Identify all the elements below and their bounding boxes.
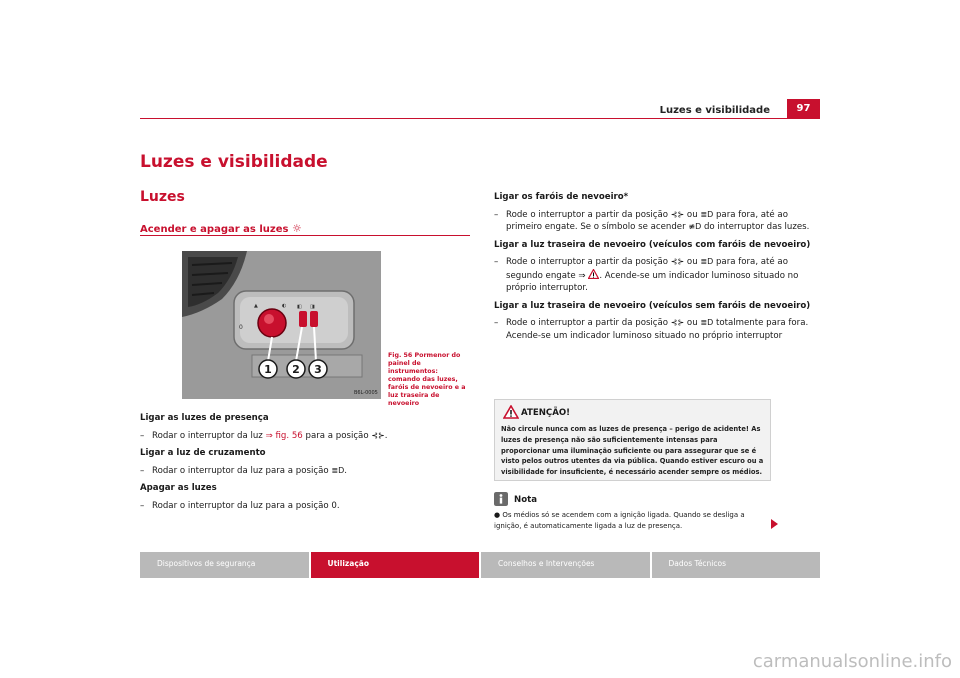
running-header-title: Luzes e visibilidade	[659, 105, 770, 116]
callout-marker-1	[259, 360, 277, 378]
warning-body: Não circule nunca com as luzes de presença – perigo de acidente! As luzes de presença não são suficientemente intensas para proporcionar uma iluminação suficiente ou para assegurar que se é visto pelos outros utentes da via pública. Quando estiver escuro ou a visibilidade for insuficiente, é necessário acender sempre os médios.	[501, 425, 764, 477]
step-parking-lights: – Rodar o interruptor da luz ⇒ fig. 56 para a posição ⊰⊱.	[140, 430, 388, 441]
bullet-icon: ●	[494, 511, 501, 519]
footer-tab-utilizacao[interactable]: Utilização	[311, 552, 480, 578]
parking-light-icon: ⊰⊱	[670, 318, 685, 327]
header-rule	[140, 118, 820, 119]
subsection-rule	[140, 235, 470, 236]
left-column	[140, 412, 470, 517]
footer-nav	[140, 552, 820, 578]
figure-reference-link[interactable]: ⇒ fig. 56	[265, 430, 303, 441]
rear-fog-light-switch	[310, 311, 318, 327]
fog-light-switch	[299, 311, 307, 327]
footer-tab-seguranca[interactable]: Dispositivos de segurança	[140, 552, 309, 578]
callout-marker-3	[309, 360, 327, 378]
dipped-beam-icon: ≣D	[700, 209, 714, 219]
callout-label-3: 3	[314, 363, 322, 376]
step-title-rear-fog-without: Ligar a luz traseira de nevoeiro (veículos sem faróis de nevoeiro)	[494, 300, 811, 311]
svg-text:◐: ◐	[282, 303, 287, 309]
continue-arrow-icon	[771, 519, 778, 529]
step-title-lights-off: Apagar as luzes	[140, 483, 217, 493]
step-rear-fog-without: – Rode o interruptor a partir da posição ⊰⊱ ou ≣D totalmente para fora. Acende-se um indicador luminoso situado no próprio interruptor	[494, 318, 809, 341]
warning-box	[494, 399, 771, 481]
footer-tab-conselhos[interactable]: Conselhos e Intervenções	[481, 552, 650, 578]
dipped-beam-icon: ≣D	[700, 257, 714, 266]
warning-title: ATENÇÃO!	[521, 408, 571, 418]
footer-tab-dados-tecnicos[interactable]: Dados Técnicos	[652, 552, 821, 578]
step-title-fog-lights: Ligar os faróis de nevoeiro*	[494, 192, 629, 202]
step-lights-off: – Rodar o interruptor da luz para a posição 0.	[140, 500, 340, 511]
svg-text:◧: ◧	[297, 304, 302, 310]
step-fog-lights: – Rode o interruptor a partir da posição ⊰⊱ ou ≣D para fora, até ao primeiro engate. Se o símbolo se acender ≢D do interruptor das luzes.	[494, 209, 810, 232]
step-rear-fog-with: – Rode o interruptor a partir da posição ⊰⊱ ou ≣D para fora, até ao segundo engate ⇒ . Acende-se um indicador luminoso situado no próprio interruptor.	[494, 257, 799, 293]
subsection-title	[140, 222, 302, 235]
watermark: carmanualsonline.info	[752, 651, 952, 672]
parking-light-icon: ⊰⊱	[670, 209, 685, 219]
chapter-title: Luzes e visibilidade	[140, 152, 328, 172]
page-number: 97	[787, 99, 820, 118]
callout-label-1: 1	[264, 363, 272, 376]
svg-text:◨: ◨	[310, 304, 315, 310]
warning-triangle-icon	[588, 269, 599, 279]
callout-label-2: 2	[292, 363, 300, 376]
step-title-parking-lights: Ligar as luzes de presença	[140, 413, 269, 423]
fog-light-icon: ≢D	[688, 222, 702, 231]
dipped-beam-icon: ≣D	[331, 465, 345, 475]
light-switch-figure	[182, 251, 381, 399]
svg-text:0: 0	[239, 324, 243, 331]
step-title-rear-fog-with: Ligar a luz traseira de nevoeiro (veículos com faróis de nevoeiro)	[494, 239, 811, 250]
info-note-icon	[494, 492, 508, 506]
note-body: ● Os médios só se acendem com a ignição ligada. Quando se desliga a ignição, é automaticamente ligada a luz de presença.	[494, 511, 745, 530]
warning-triangle-icon	[503, 405, 519, 419]
figure-code: B6L-0005	[354, 390, 378, 396]
callout-marker-2	[287, 360, 305, 378]
dipped-beam-icon: ≣D	[700, 318, 714, 327]
parking-light-icon: ⊰⊱	[371, 430, 385, 440]
section-title: Luzes	[140, 189, 185, 205]
step-dipped-beam: – Rodar o interruptor da luz para a posição ≣D.	[140, 465, 347, 476]
step-title-dipped-beam: Ligar a luz de cruzamento	[140, 448, 266, 458]
note-title: Nota	[514, 495, 538, 505]
figure-caption: Fig. 56 Pormenor do painel de instrumentos: comando das luzes, faróis de nevoeiro e a luz traseira de nevoeiro	[388, 352, 466, 407]
light-sun-icon: ☼	[291, 222, 302, 235]
svg-text:▲: ▲	[254, 303, 258, 309]
subsection-title-text: Acender e apagar as luzes	[140, 224, 289, 235]
parking-light-icon: ⊰⊱	[670, 257, 685, 266]
right-column	[494, 191, 824, 347]
